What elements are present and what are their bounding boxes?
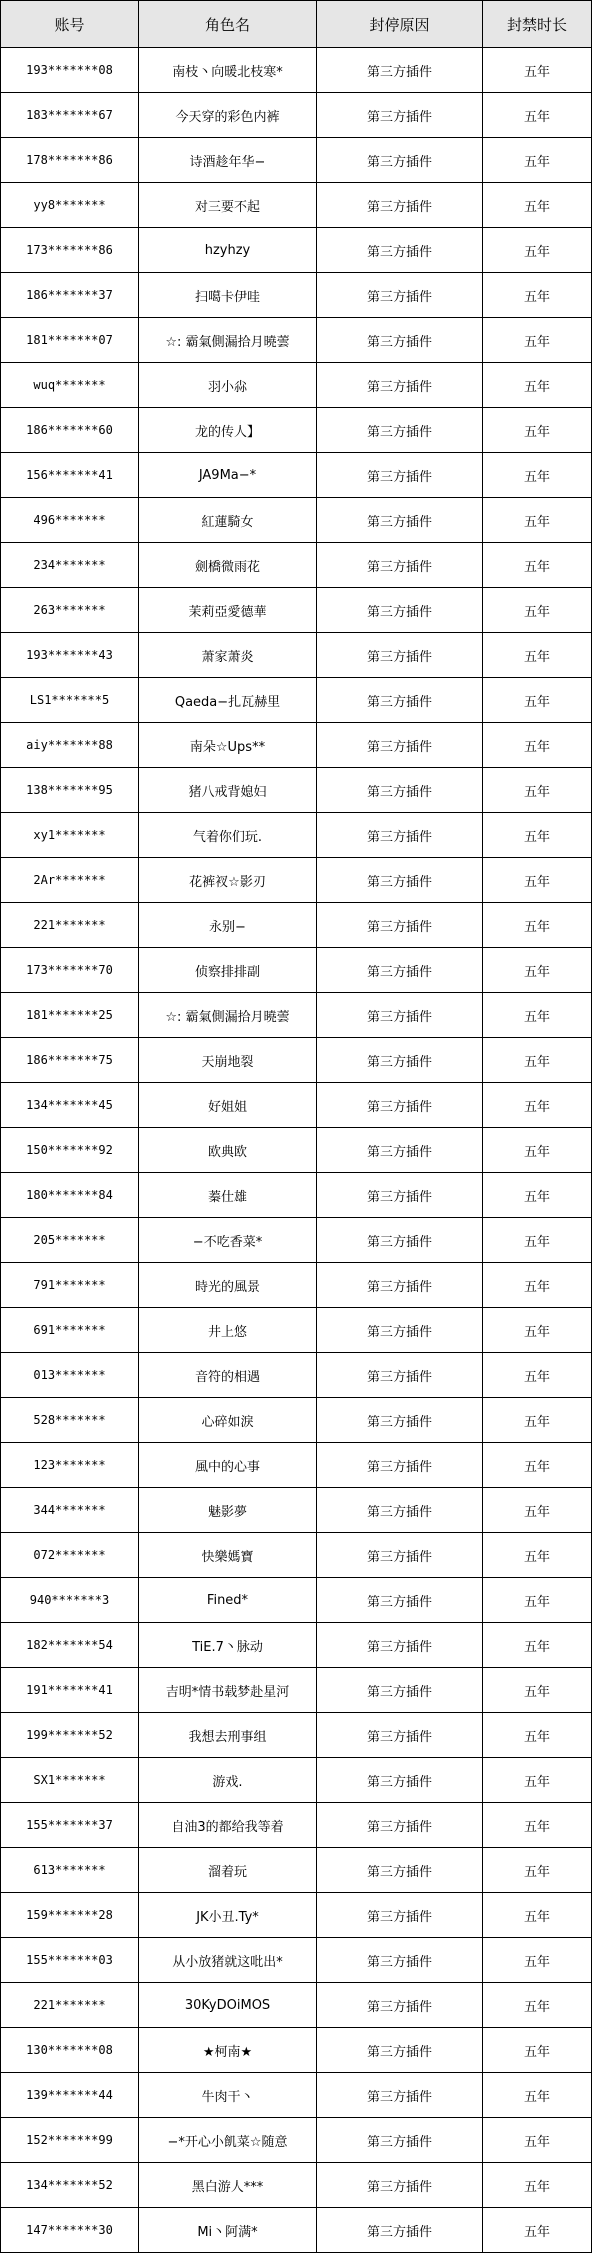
table-row — [1, 408, 592, 453]
account-cell: 791******* — [1, 1263, 139, 1308]
ban-reason-cell: 第三方插件 — [317, 858, 483, 903]
account-cell: 178*******86 — [1, 138, 139, 183]
ban-reason-cell: 第三方插件 — [317, 408, 483, 453]
table-row — [1, 588, 592, 633]
ban-duration-cell: 五年 — [483, 363, 592, 408]
table-row — [1, 633, 592, 678]
character-name-cell: 我想去刑事组 — [139, 1713, 317, 1758]
ban-reason-cell: 第三方插件 — [317, 1983, 483, 2028]
ban-reason-cell: 第三方插件 — [317, 1308, 483, 1353]
character-name-cell: 風中的心事 — [139, 1443, 317, 1488]
ban-duration-cell: 五年 — [483, 1443, 592, 1488]
account-cell: 181*******07 — [1, 318, 139, 363]
header-row — [1, 1, 592, 48]
ban-reason-cell: 第三方插件 — [317, 1578, 483, 1623]
character-name-cell: 時光的風景 — [139, 1263, 317, 1308]
ban-duration-cell: 五年 — [483, 1083, 592, 1128]
ban-duration-cell: 五年 — [483, 498, 592, 543]
account-cell: 344******* — [1, 1488, 139, 1533]
ban-duration-cell: 五年 — [483, 1488, 592, 1533]
character-name-cell: ★柯南★ — [139, 2028, 317, 2073]
table-row — [1, 2163, 592, 2208]
character-name-cell: 吉明*情书载梦赴星河 — [139, 1668, 317, 1713]
character-name-cell: JK小丑.Ty* — [139, 1893, 317, 1938]
header-character-name: 角色名 — [139, 1, 317, 48]
table-row — [1, 453, 592, 498]
account-cell: 134*******45 — [1, 1083, 139, 1128]
ban-duration-cell: 五年 — [483, 1533, 592, 1578]
character-name-cell: 黑白游人*** — [139, 2163, 317, 2208]
table-row — [1, 948, 592, 993]
ban-duration-cell: 五年 — [483, 273, 592, 318]
table-row — [1, 813, 592, 858]
account-cell: 528******* — [1, 1398, 139, 1443]
table-row — [1, 1488, 592, 1533]
ban-duration-cell: 五年 — [483, 858, 592, 903]
ban-duration-cell: 五年 — [483, 138, 592, 183]
ban-reason-cell: 第三方插件 — [317, 1443, 483, 1488]
ban-reason-cell: 第三方插件 — [317, 183, 483, 228]
ban-reason-cell: 第三方插件 — [317, 1218, 483, 1263]
account-cell: 159*******28 — [1, 1893, 139, 1938]
character-name-cell: 对三要不起 — [139, 183, 317, 228]
table-row — [1, 858, 592, 903]
ban-duration-cell: 五年 — [483, 93, 592, 138]
character-name-cell: 魅影夢 — [139, 1488, 317, 1533]
ban-reason-cell: 第三方插件 — [317, 363, 483, 408]
ban-reason-cell: 第三方插件 — [317, 2163, 483, 2208]
ban-reason-cell: 第三方插件 — [317, 948, 483, 993]
ban-duration-cell: 五年 — [483, 1893, 592, 1938]
ban-duration-cell: 五年 — [483, 993, 592, 1038]
ban-duration-cell: 五年 — [483, 1758, 592, 1803]
account-cell: 123******* — [1, 1443, 139, 1488]
account-cell: 221******* — [1, 903, 139, 948]
table-row — [1, 1308, 592, 1353]
ban-reason-cell: 第三方插件 — [317, 273, 483, 318]
character-name-cell: Mi丶阿满* — [139, 2208, 317, 2253]
account-cell: 152*******99 — [1, 2118, 139, 2163]
ban-reason-cell: 第三方插件 — [317, 993, 483, 1038]
account-cell: 205******* — [1, 1218, 139, 1263]
table-row — [1, 903, 592, 948]
account-cell: aiy*******88 — [1, 723, 139, 768]
character-name-cell: −*开心小飢菜☆随意 — [139, 2118, 317, 2163]
ban-duration-cell: 五年 — [483, 1038, 592, 1083]
table-row — [1, 1038, 592, 1083]
ban-reason-cell: 第三方插件 — [317, 2028, 483, 2073]
character-name-cell: 诗酒趁年华− — [139, 138, 317, 183]
account-cell: 199*******52 — [1, 1713, 139, 1758]
character-name-cell: 音符的相遇 — [139, 1353, 317, 1398]
table-row — [1, 543, 592, 588]
ban-reason-cell: 第三方插件 — [317, 1398, 483, 1443]
table-row — [1, 1938, 592, 1983]
ban-reason-cell: 第三方插件 — [317, 1668, 483, 1713]
table-row — [1, 273, 592, 318]
ban-reason-cell: 第三方插件 — [317, 1758, 483, 1803]
account-cell: 221******* — [1, 1983, 139, 2028]
character-name-cell: ☆: 霸氣側漏拾月曉蕓 — [139, 993, 317, 1038]
table-row — [1, 1083, 592, 1128]
account-cell: yy8******* — [1, 183, 139, 228]
character-name-cell: 猪八戒背媳妇 — [139, 768, 317, 813]
character-name-cell: 游戏. — [139, 1758, 317, 1803]
table-row — [1, 2073, 592, 2118]
ban-reason-cell: 第三方插件 — [317, 768, 483, 813]
character-name-cell: JA9Ma−* — [139, 453, 317, 498]
ban-reason-cell: 第三方插件 — [317, 1038, 483, 1083]
table-row — [1, 498, 592, 543]
ban-duration-cell: 五年 — [483, 183, 592, 228]
ban-reason-cell: 第三方插件 — [317, 1848, 483, 1893]
ban-duration-cell: 五年 — [483, 2028, 592, 2073]
ban-reason-cell: 第三方插件 — [317, 633, 483, 678]
account-cell: 940*******3 — [1, 1578, 139, 1623]
character-name-cell: 劍橋微雨花 — [139, 543, 317, 588]
table-row — [1, 723, 592, 768]
ban-duration-cell: 五年 — [483, 2073, 592, 2118]
ban-duration-cell: 五年 — [483, 1173, 592, 1218]
ban-reason-cell: 第三方插件 — [317, 138, 483, 183]
table-row — [1, 1173, 592, 1218]
ban-reason-cell: 第三方插件 — [317, 2118, 483, 2163]
ban-reason-cell: 第三方插件 — [317, 453, 483, 498]
account-cell: xy1******* — [1, 813, 139, 858]
account-cell: 263******* — [1, 588, 139, 633]
character-name-cell: 扫噶卡伊哇 — [139, 273, 317, 318]
character-name-cell: 茉莉亞愛德華 — [139, 588, 317, 633]
table-row — [1, 138, 592, 183]
ban-reason-cell: 第三方插件 — [317, 498, 483, 543]
character-name-cell: 溜着玩 — [139, 1848, 317, 1893]
account-cell: 130*******08 — [1, 2028, 139, 2073]
ban-duration-cell: 五年 — [483, 948, 592, 993]
table-row — [1, 228, 592, 273]
header-ban-duration: 封禁时长 — [483, 1, 592, 48]
account-cell: 2Ar******* — [1, 858, 139, 903]
ban-duration-cell: 五年 — [483, 48, 592, 93]
ban-duration-cell: 五年 — [483, 588, 592, 633]
table-row — [1, 1578, 592, 1623]
account-cell: 013******* — [1, 1353, 139, 1398]
table-row — [1, 1893, 592, 1938]
ban-duration-cell: 五年 — [483, 1803, 592, 1848]
ban-duration-cell: 五年 — [483, 543, 592, 588]
ban-reason-cell: 第三方插件 — [317, 1263, 483, 1308]
table-row — [1, 1533, 592, 1578]
character-name-cell: 蓁仕雄 — [139, 1173, 317, 1218]
ban-duration-cell: 五年 — [483, 1668, 592, 1713]
ban-reason-cell: 第三方插件 — [317, 678, 483, 723]
header-account: 账号 — [1, 1, 139, 48]
character-name-cell: 紅蓮騎女 — [139, 498, 317, 543]
character-name-cell: 羽小尛 — [139, 363, 317, 408]
ban-reason-cell: 第三方插件 — [317, 588, 483, 633]
table-row — [1, 2208, 592, 2253]
character-name-cell: Fined* — [139, 1578, 317, 1623]
character-name-cell: 欧典欧 — [139, 1128, 317, 1173]
account-cell: 193*******43 — [1, 633, 139, 678]
table-row — [1, 1803, 592, 1848]
table-row — [1, 1623, 592, 1668]
ban-duration-cell: 五年 — [483, 813, 592, 858]
ban-duration-cell: 五年 — [483, 633, 592, 678]
ban-duration-cell: 五年 — [483, 903, 592, 948]
account-cell: 191*******41 — [1, 1668, 139, 1713]
account-cell: 181*******25 — [1, 993, 139, 1038]
account-cell: 193*******08 — [1, 48, 139, 93]
account-cell: 173*******70 — [1, 948, 139, 993]
ban-duration-cell: 五年 — [483, 1713, 592, 1758]
character-name-cell: TiE.7丶脉动 — [139, 1623, 317, 1668]
ban-duration-cell: 五年 — [483, 1848, 592, 1893]
ban-duration-cell: 五年 — [483, 1218, 592, 1263]
ban-reason-cell: 第三方插件 — [317, 228, 483, 273]
character-name-cell: 气着你们玩. — [139, 813, 317, 858]
account-cell: 496******* — [1, 498, 139, 543]
character-name-cell: 南朵☆Ups** — [139, 723, 317, 768]
table-row — [1, 678, 592, 723]
table-row — [1, 1713, 592, 1758]
table-row — [1, 1353, 592, 1398]
ban-duration-cell: 五年 — [483, 678, 592, 723]
ban-reason-cell: 第三方插件 — [317, 813, 483, 858]
table-row — [1, 2118, 592, 2163]
table-row — [1, 93, 592, 138]
table-row — [1, 1848, 592, 1893]
table-row — [1, 993, 592, 1038]
ban-duration-cell: 五年 — [483, 408, 592, 453]
account-cell: 234******* — [1, 543, 139, 588]
account-cell: SX1******* — [1, 1758, 139, 1803]
ban-duration-cell: 五年 — [483, 453, 592, 498]
ban-duration-cell: 五年 — [483, 318, 592, 363]
character-name-cell: 自油3的都给我等着 — [139, 1803, 317, 1848]
table-row — [1, 1218, 592, 1263]
ban-duration-cell: 五年 — [483, 2208, 592, 2253]
character-name-cell: 从小放猪就这吡出* — [139, 1938, 317, 1983]
ban-duration-cell: 五年 — [483, 1353, 592, 1398]
ban-reason-cell: 第三方插件 — [317, 1488, 483, 1533]
account-cell: 186*******37 — [1, 273, 139, 318]
character-name-cell: 侦察排排副 — [139, 948, 317, 993]
account-cell: 691******* — [1, 1308, 139, 1353]
table-row — [1, 363, 592, 408]
header-ban-reason: 封停原因 — [317, 1, 483, 48]
table-row — [1, 1443, 592, 1488]
account-cell: 183*******67 — [1, 93, 139, 138]
account-cell: wuq******* — [1, 363, 139, 408]
account-cell: 173*******86 — [1, 228, 139, 273]
character-name-cell: 快樂媽寶 — [139, 1533, 317, 1578]
ban-reason-cell: 第三方插件 — [317, 1173, 483, 1218]
ban-reason-cell: 第三方插件 — [317, 48, 483, 93]
account-cell: 182*******54 — [1, 1623, 139, 1668]
ban-reason-cell: 第三方插件 — [317, 93, 483, 138]
ban-duration-cell: 五年 — [483, 1578, 592, 1623]
account-cell: 155*******03 — [1, 1938, 139, 1983]
ban-duration-cell: 五年 — [483, 1308, 592, 1353]
character-name-cell: 牛肉干丶 — [139, 2073, 317, 2118]
table-row — [1, 1983, 592, 2028]
table-row — [1, 318, 592, 363]
account-cell: 138*******95 — [1, 768, 139, 813]
account-cell: 155*******37 — [1, 1803, 139, 1848]
ban-duration-cell: 五年 — [483, 768, 592, 813]
ban-reason-cell: 第三方插件 — [317, 1128, 483, 1173]
character-name-cell: Qaeda−扎瓦赫里 — [139, 678, 317, 723]
ban-reason-cell: 第三方插件 — [317, 1533, 483, 1578]
account-cell: 186*******60 — [1, 408, 139, 453]
ban-duration-cell: 五年 — [483, 2118, 592, 2163]
account-cell: 134*******52 — [1, 2163, 139, 2208]
account-cell: 613******* — [1, 1848, 139, 1893]
character-name-cell: 天崩地裂 — [139, 1038, 317, 1083]
account-cell: 139*******44 — [1, 2073, 139, 2118]
account-cell: 156*******41 — [1, 453, 139, 498]
character-name-cell: −不吃香菜* — [139, 1218, 317, 1263]
table-row — [1, 1398, 592, 1443]
table-row — [1, 183, 592, 228]
character-name-cell: 好姐姐 — [139, 1083, 317, 1128]
account-cell: 147*******30 — [1, 2208, 139, 2253]
ban-duration-cell: 五年 — [483, 1263, 592, 1308]
character-name-cell: 南枝丶向暖北枝寒* — [139, 48, 317, 93]
character-name-cell: ☆: 霸氣側漏拾月曉蕓 — [139, 318, 317, 363]
ban-duration-cell: 五年 — [483, 1983, 592, 2028]
ban-reason-cell: 第三方插件 — [317, 1713, 483, 1758]
table-row — [1, 1128, 592, 1173]
account-cell: 072******* — [1, 1533, 139, 1578]
table-row — [1, 1263, 592, 1308]
account-cell: 180*******84 — [1, 1173, 139, 1218]
table-row — [1, 1668, 592, 1713]
ban-reason-cell: 第三方插件 — [317, 1893, 483, 1938]
ban-duration-cell: 五年 — [483, 1623, 592, 1668]
character-name-cell: 井上悠 — [139, 1308, 317, 1353]
account-cell: 150*******92 — [1, 1128, 139, 1173]
character-name-cell: 心碎如淚 — [139, 1398, 317, 1443]
table-body — [1, 48, 592, 2253]
character-name-cell: 今天穿的彩色内裤 — [139, 93, 317, 138]
ban-duration-cell: 五年 — [483, 1398, 592, 1443]
character-name-cell: 龙的传人】 — [139, 408, 317, 453]
ban-reason-cell: 第三方插件 — [317, 1938, 483, 1983]
ban-duration-cell: 五年 — [483, 1128, 592, 1173]
ban-reason-cell: 第三方插件 — [317, 543, 483, 588]
ban-reason-cell: 第三方插件 — [317, 1803, 483, 1848]
ban-reason-cell: 第三方插件 — [317, 903, 483, 948]
ban-duration-cell: 五年 — [483, 1938, 592, 1983]
table-row — [1, 48, 592, 93]
table-row — [1, 2028, 592, 2073]
table-row — [1, 1758, 592, 1803]
character-name-cell: 30KyDOiMOS — [139, 1983, 317, 2028]
character-name-cell: 花裤衩☆影刃 — [139, 858, 317, 903]
ban-duration-cell: 五年 — [483, 723, 592, 768]
ban-reason-cell: 第三方插件 — [317, 1083, 483, 1128]
account-cell: LS1*******5 — [1, 678, 139, 723]
ban-reason-cell: 第三方插件 — [317, 2073, 483, 2118]
ban-reason-cell: 第三方插件 — [317, 723, 483, 768]
ban-duration-cell: 五年 — [483, 2163, 592, 2208]
account-cell: 186*******75 — [1, 1038, 139, 1083]
character-name-cell: hzyhzy — [139, 228, 317, 273]
character-name-cell: 永别− — [139, 903, 317, 948]
ban-reason-cell: 第三方插件 — [317, 1353, 483, 1398]
ban-duration-cell: 五年 — [483, 228, 592, 273]
table-row — [1, 768, 592, 813]
ban-reason-cell: 第三方插件 — [317, 1623, 483, 1668]
character-name-cell: 萧家萧炎 — [139, 633, 317, 678]
ban-reason-cell: 第三方插件 — [317, 318, 483, 363]
ban-reason-cell: 第三方插件 — [317, 2208, 483, 2253]
